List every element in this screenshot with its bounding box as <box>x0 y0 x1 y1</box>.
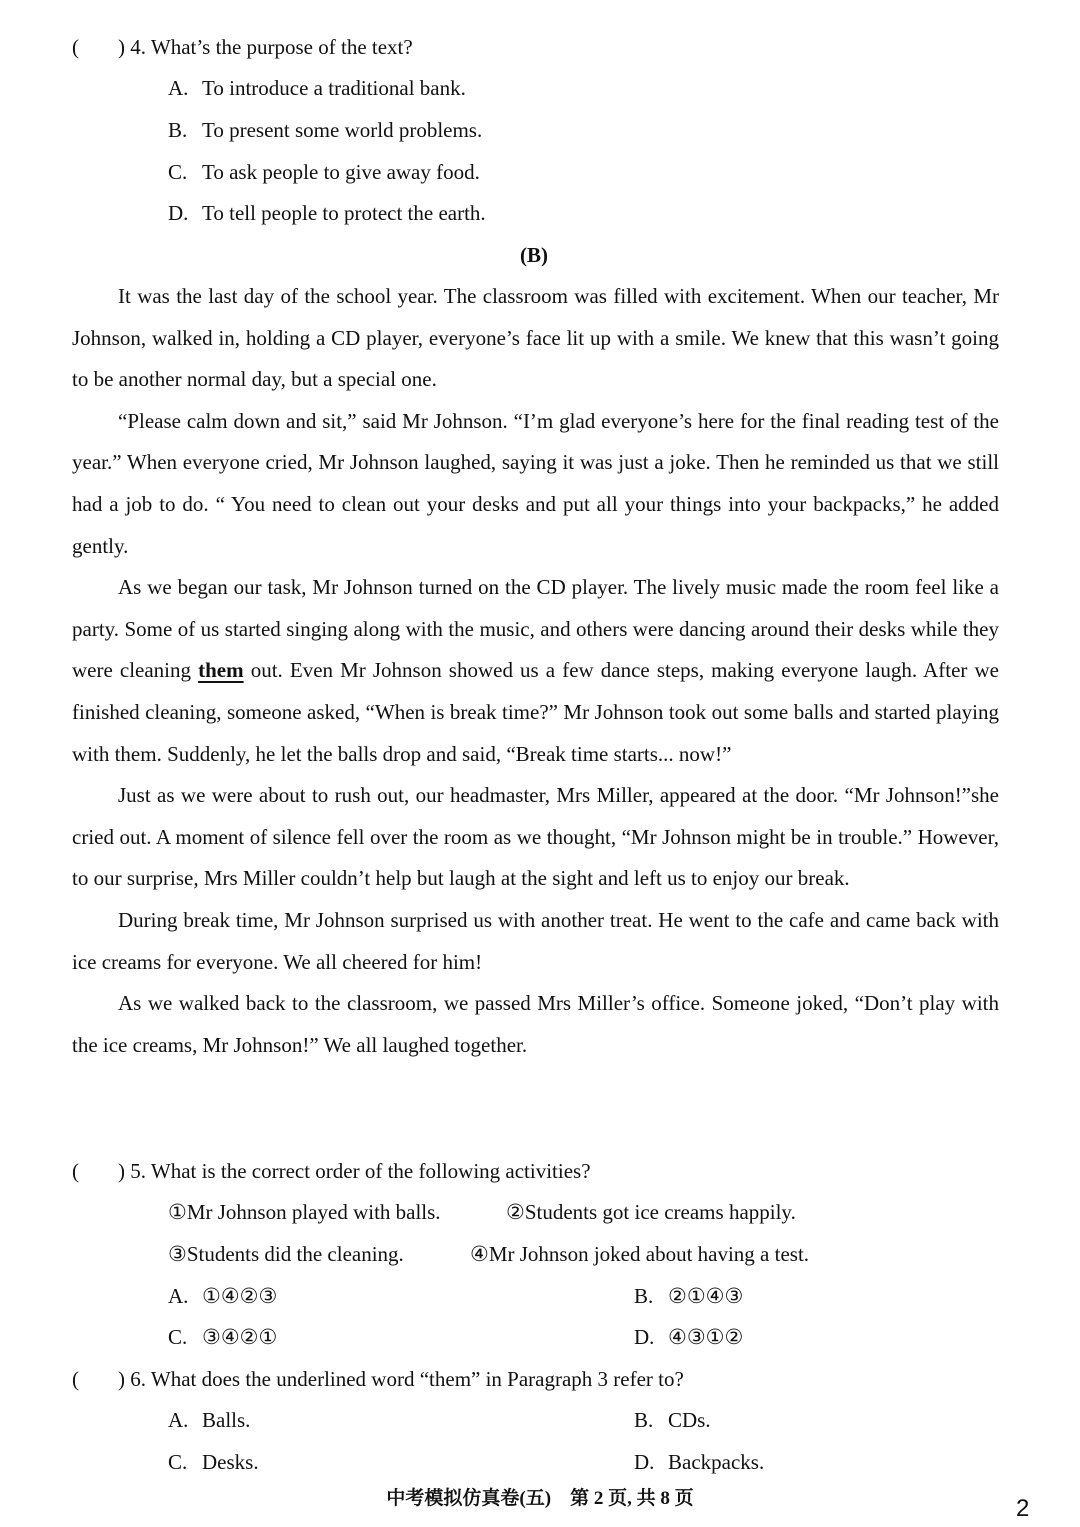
q5-option-a: A. ①④②③ <box>168 1284 278 1308</box>
answer-blank-close: ) <box>118 1367 125 1391</box>
q6-option-b: B. CDs. <box>634 1408 711 1432</box>
passage <box>72 276 999 1066</box>
question-6 <box>72 1364 684 1394</box>
q5-event-3: ③Students did the cleaning. <box>168 1242 404 1266</box>
page-footer: 中考模拟仿真卷(五) 第 2 页, 共 8 页 <box>386 1488 694 1509</box>
question-text: What is the correct order of the following activities? <box>150 1159 591 1183</box>
q4-option-c: C. To ask people to give away food. <box>168 160 480 184</box>
question-text: What’s the purpose of the text? <box>150 35 413 59</box>
q6-option-c: C. Desks. <box>168 1450 259 1474</box>
paragraph-2: “Please calm down and sit,” said Mr Johnson. “I’m glad everyone’s here for the final reading test of the year.” When everyone cried, Mr Johnson laughed, saying it was just a joke. Then he reminded us that we still had a job to do. “ You need to clean out your desks and put all your things into your backpacks,” he added gently. <box>72 408 999 558</box>
answer-blank-open: ( <box>72 1367 79 1391</box>
underlined-word: them <box>198 658 244 683</box>
answer-blank-close: ) <box>118 1159 125 1183</box>
q5-option-b: B. ②①④③ <box>634 1284 744 1308</box>
question-text: What does the underlined word “them” in Paragraph 3 refer to? <box>150 1367 684 1391</box>
q5-option-d: D. ④③①② <box>634 1325 744 1349</box>
paragraph-5: During break time, Mr Johnson surprised us with another treat. He went to the cafe and came back with ice creams for everyone. We all cheered for him! <box>72 907 999 974</box>
question-5 <box>72 1156 591 1186</box>
answer-blank-close: ) <box>118 35 125 59</box>
question-number: 6. <box>130 1367 146 1391</box>
q5-event-4: ④Mr Johnson joked about having a test. <box>470 1242 810 1266</box>
paragraph-1: It was the last day of the school year. The classroom was filled with excitement. When our teacher, Mr Johnson, walked in, holding a CD player, everyone’s face lit up with a smile. We knew that this wasn’t going to be another normal day, but a special one. <box>72 284 999 392</box>
question-number: 5. <box>130 1159 146 1183</box>
paragraph-4: Just as we were about to rush out, our headmaster, Mrs Miller, appeared at the door. “Mr Johnson!”she cried out. A moment of silence fell over the room as we thought, “Mr Johnson might be in trouble.” However, to our surprise, Mrs Miller couldn’t help but laugh at the sight and left us to enjoy our break. <box>72 783 999 891</box>
question-4 <box>72 32 413 62</box>
q4-option-d: D. To tell people to protect the earth. <box>168 201 486 225</box>
q5-option-c: C. ③④②① <box>168 1325 278 1349</box>
answer-blank-open: ( <box>72 35 79 59</box>
section-title: (B) <box>520 243 548 267</box>
q5-event-1: ①Mr Johnson played with balls. <box>168 1200 441 1224</box>
q5-event-2: ②Students got ice creams happily. <box>506 1200 796 1224</box>
q6-option-a: A. Balls. <box>168 1408 251 1432</box>
q4-option-a: A. To introduce a traditional bank. <box>168 76 466 100</box>
q6-option-d: D. Backpacks. <box>634 1450 765 1474</box>
paragraph-3: As we began our task, Mr Johnson turned on the CD player. The lively music made the room feel like a party. Some of us started singing along with the music, and others were dancing around their desks while they were cleaning them out. Even Mr Johnson showed us a few dance steps, making everyone laugh. After we finished cleaning, someone asked, “When is break time?” Mr Johnson took out some balls and started playing with them. Suddenly, he let the balls drop and said, “Break time starts... now!” <box>72 575 999 766</box>
question-number: 4. <box>130 35 146 59</box>
q4-option-b: B. To present some world problems. <box>168 118 483 142</box>
page-number: 2 <box>1016 1495 1030 1522</box>
answer-blank-open: ( <box>72 1159 79 1183</box>
paragraph-6: As we walked back to the classroom, we passed Mrs Miller’s office. Someone joked, “Don’t play with the ice creams, Mr Johnson!” We all laughed together. <box>72 991 999 1057</box>
